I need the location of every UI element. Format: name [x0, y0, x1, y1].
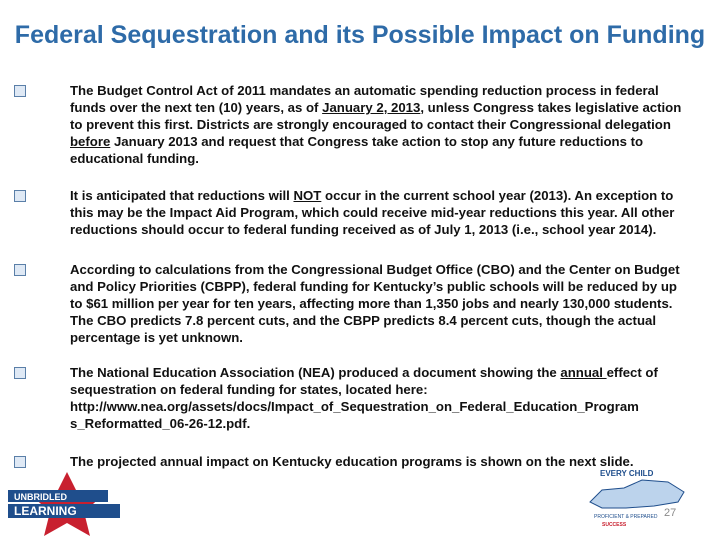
bullet-text: The projected annual impact on Kentucky education programs is shown on the next slide.: [70, 454, 634, 469]
logo-text-proficient: PROFICIENT & PREPARED: [594, 514, 658, 520]
kentucky-map-shape: [590, 480, 684, 508]
square-bullet-icon: [14, 456, 26, 468]
bullet-text: occur in the current school year (2013). An exception to this may be the Impact Aid Program, which could receive mid-year reductions this year. All other reductions should occur to federal funding received as of July 1, 2013 (i.e., school year 2014).: [70, 188, 675, 237]
bullet-underlined-date: January 2, 2013: [322, 100, 421, 115]
bullet-text: effect of sequestration on federal funding for states, located here:: [70, 365, 658, 397]
square-bullet-icon: [14, 85, 26, 97]
unbridled-learning-logo: [2, 470, 132, 540]
bullet-item: [12, 261, 688, 346]
logo-text-learning: LEARNING: [14, 504, 77, 518]
logo-text-unbridled: UNBRIDLED: [14, 492, 67, 502]
square-bullet-icon: [14, 190, 26, 202]
every-child-proficient-logo: [572, 462, 690, 532]
bullet-item: [12, 82, 688, 167]
bullet-underlined-word: before: [70, 134, 111, 149]
slide-title: Federal Sequestration and its Possible Impact on Funding: [14, 21, 706, 49]
bullet-list: [12, 82, 688, 470]
bullet-item: [12, 364, 688, 432]
logo-text-every-child: EVERY CHILD: [600, 469, 654, 478]
square-bullet-icon: [14, 264, 26, 276]
bullet-underlined-word: NOT: [293, 188, 322, 203]
square-bullet-icon: [14, 367, 26, 379]
bullet-item: [12, 187, 688, 238]
bullet-text: The National Education Association (NEA) produced a document showing the: [70, 365, 561, 380]
bullet-text: The Budget Control Act of 2011 mandates an automatic spending reduction process in federal funds over the next ten (10) years, as of: [70, 83, 659, 115]
bullet-underlined-word: annual: [560, 365, 607, 380]
page-number: 27: [664, 507, 677, 519]
bullet-text: , unless Congress takes legislative action to prevent this first. Districts are strongly encouraged to contact their Congressional delegation: [70, 100, 682, 132]
bullet-text: January 2013 and request that Congress take action to stop any future reductions to educational funding.: [70, 134, 644, 166]
logo-text-success: SUCCESS: [602, 522, 627, 528]
bullet-text: It is anticipated that reductions will: [70, 188, 294, 203]
nea-document-link[interactable]: http://www.nea.org/assets/docs/Impact_of_Sequestration_on_Federal_Education_Program s_Reformatted_06-26-12.pdf.: [70, 399, 639, 431]
bullet-text: According to calculations from the Congressional Budget Office (CBO) and the Center on Budget and Policy Priorities (CBPP), federal funding for Kentucky’s public schools will be reduced by up to $61 million per year for ten years, affecting more than 1,350 jobs and nearly 130,000 students. The CBO predicts 7.8 percent cuts, and the CBPP predicts 8.4 percent cuts, though the actual percentage is yet unknown.: [70, 262, 680, 345]
